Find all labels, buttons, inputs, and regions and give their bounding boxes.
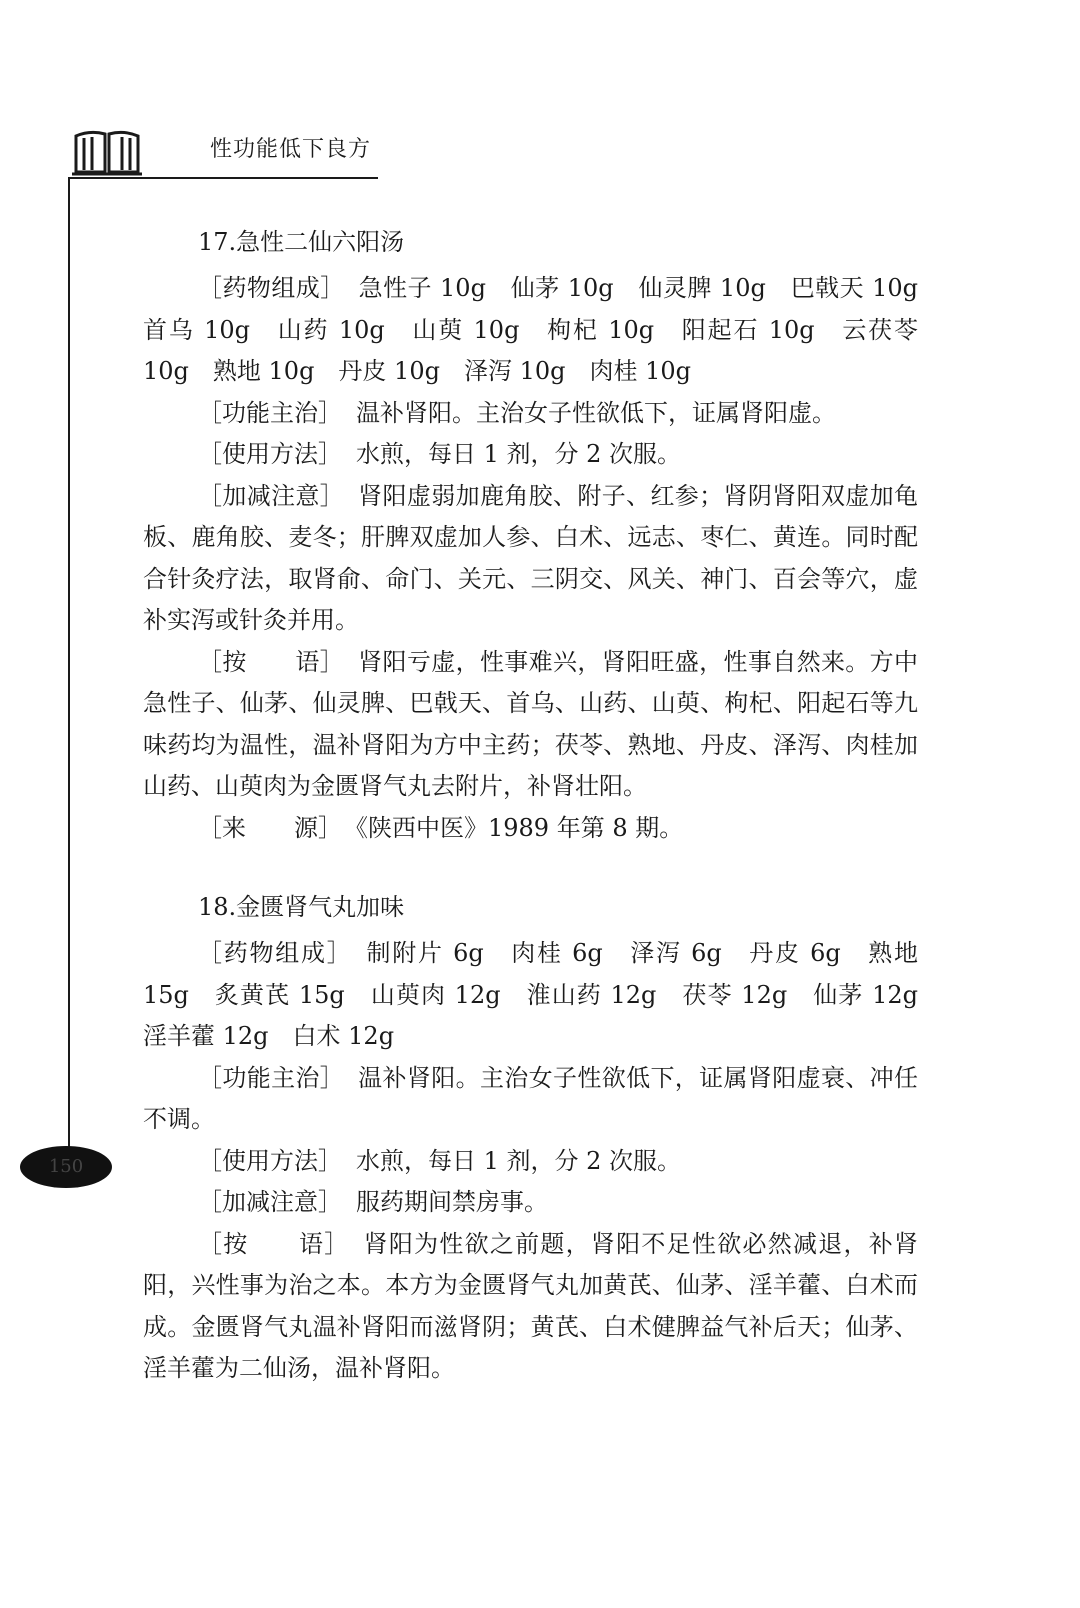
section-label: ［按 语］	[198, 1229, 350, 1258]
function-paragraph	[143, 1058, 918, 1141]
section-label: ［药物组成］	[198, 274, 345, 302]
running-title: 性功能低下良方	[210, 137, 372, 162]
recipe-title: 18.金匮肾气丸加味	[198, 893, 405, 921]
section-label: ［来 源］	[198, 813, 342, 842]
section-label: ［使用方法］	[198, 440, 342, 468]
section-text: 服药期间禁房事。	[356, 1188, 548, 1216]
page-number-badge: 150	[20, 1146, 112, 1188]
section-label: ［加减注意］	[198, 481, 345, 510]
usage-paragraph	[143, 1141, 918, 1183]
recipe-title: 17.急性二仙六阳汤	[198, 228, 405, 256]
section-label: ［功能主治］	[198, 398, 342, 427]
section-text: 肾阳虚弱加鹿角胶、附子、红参；肾阴肾阳双虚加龟板、鹿角胶、麦冬；肝脾双虚加人参、白术、远志、枣仁、黄连。同时配合针灸疗法，取肾俞、命门、关元、三阴交、风关、神门、百会等穴，虚补实泻或针灸并用。	[143, 481, 919, 634]
section-text: 制附片 6g 肉桂 6g 泽泻 6g 丹皮 6g 熟地 15g 炙黄芪 15g 山萸肉 12g 淮山药 12g 茯苓 12g 仙茅 12g 淫羊藿 12g 白术 12g	[143, 939, 942, 1050]
section-text: 温补肾阳。主治女子性欲低下，证属肾阳虚衰、冲任不调。	[143, 1063, 919, 1133]
section-label: ［按 语］	[198, 647, 345, 676]
section-text: 《陕西中医》1989 年第 8 期。	[356, 813, 684, 842]
note-paragraph	[143, 642, 918, 808]
source-paragraph	[143, 808, 918, 850]
section-text: 水煎，每日 1 剂，分 2 次服。	[356, 1146, 682, 1175]
section-text: 肾阳亏虚，性事难兴，肾阳旺盛，性事自然来。方中急性子、仙茅、仙灵脾、巴戟天、首乌、山药、山萸、枸杞、阳起石等九味药均为温性，温补肾阳为方中主药；茯苓、熟地、丹皮、泽泻、肉桂加山药、山萸肉为金匮肾气丸去附片，补肾壮阳。	[143, 647, 919, 800]
section-text: 温补肾阳。主治女子性欲低下，证属肾阳虚。	[356, 398, 836, 427]
recipe-entry-18	[143, 887, 942, 1390]
function-paragraph	[143, 393, 918, 435]
note-paragraph	[143, 1224, 918, 1390]
modification-paragraph	[143, 476, 918, 642]
modification-paragraph	[143, 1182, 918, 1224]
section-text: 急性子 10g 仙茅 10g 仙灵脾 10g 巴戟天 10g 首乌 10g 山药 10g 山萸 10g 枸杞 10g 阳起石 10g 云茯苓 10g 熟地 10g 丹皮 10g 泽泻 10g 肉桂 10g	[143, 274, 943, 385]
section-text: 水煎，每日 1 剂，分 2 次服。	[356, 440, 682, 468]
recipe-entry-17	[143, 222, 943, 849]
section-label: ［功能主治］	[198, 1063, 345, 1092]
open-book-icon	[72, 128, 142, 176]
section-text: 肾阳为性欲之前题，肾阳不足性欲必然减退，补肾阳，兴性事为治之本。本方为金匮肾气丸加黄芪、仙茅、淫羊藿、白术而成。金匮肾气丸温补肾阳而滋肾阴；黄芪、白术健脾益气补后天；仙茅、淫羊藿为二仙汤，温补肾阳。	[143, 1229, 919, 1382]
composition-paragraph	[143, 933, 942, 1058]
usage-paragraph	[143, 434, 918, 476]
page-content	[143, 222, 943, 1428]
section-label: ［使用方法］	[198, 1146, 342, 1175]
section-label: ［药物组成］	[198, 939, 353, 967]
header-rule	[68, 177, 378, 179]
section-label: ［加减注意］	[198, 1188, 342, 1216]
margin-rule	[68, 177, 70, 1187]
composition-paragraph	[143, 268, 943, 393]
